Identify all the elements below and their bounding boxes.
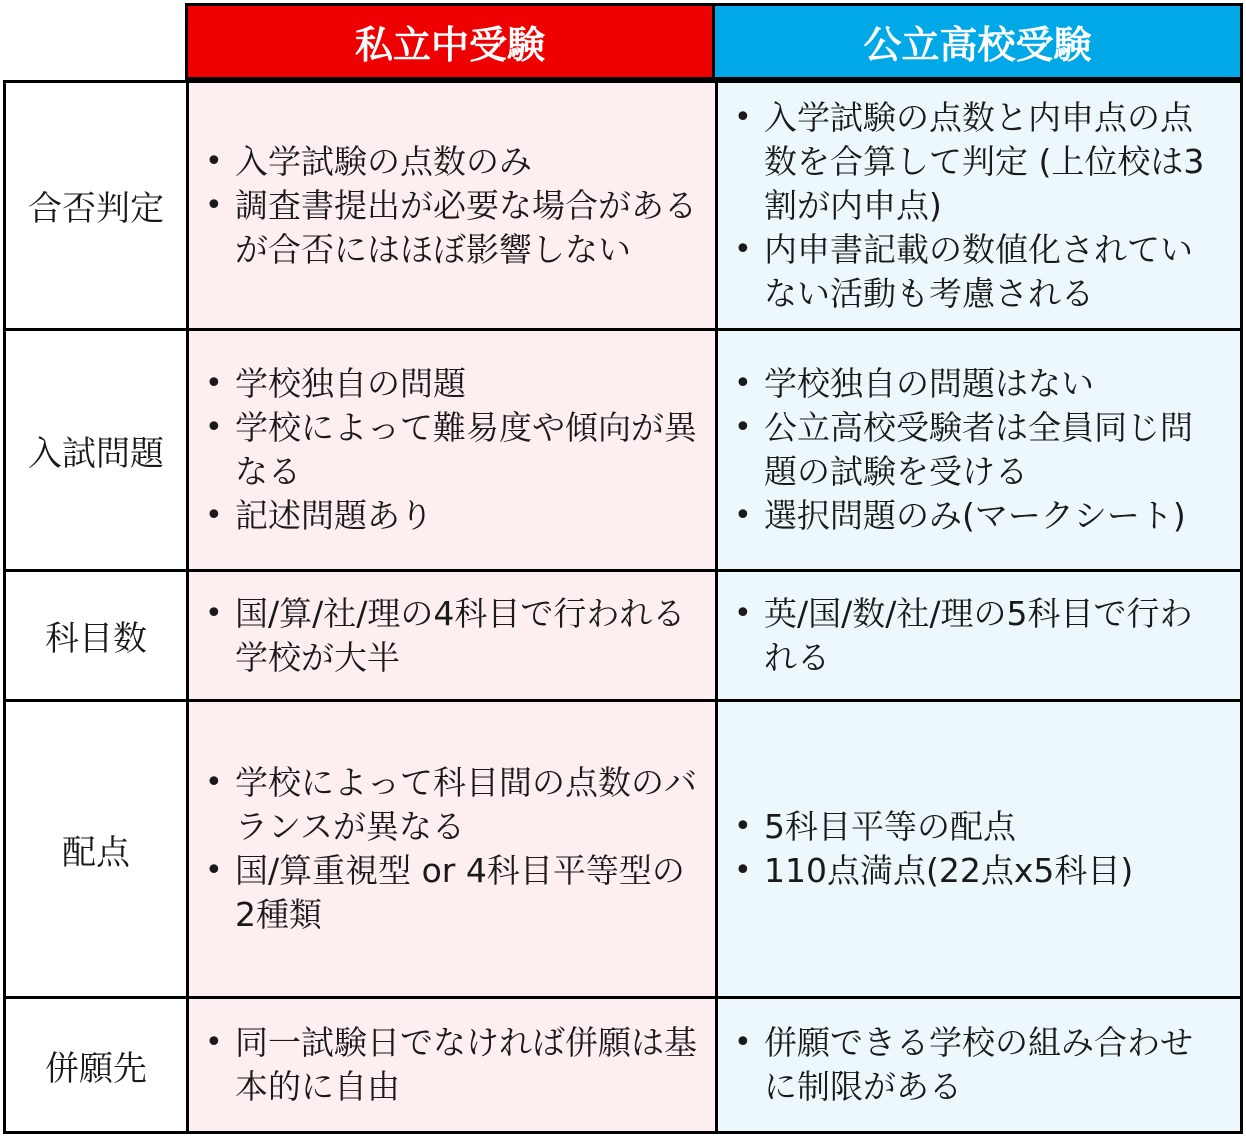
private-subject-count-cell: [189, 572, 715, 699]
comparison-table: [3, 80, 1243, 1134]
list-item: • 入学試験の点数と内申点の点数を合算して判定 (上位校は3割が内申点): [732, 96, 1222, 228]
private-exam-questions-cell: [189, 331, 715, 569]
list-item: • 学校によって科目間の点数のバランスが異なる: [203, 761, 697, 849]
row-label-alternate-schools: 併願先: [6, 999, 186, 1131]
list-item: • 記述問題あり: [203, 494, 697, 538]
public-header: 公立高校受験: [712, 3, 1243, 80]
row-label-exam-questions: 入試問題: [6, 331, 186, 569]
list-item: • 内申書記載の数値化されていない活動も考慮される: [732, 228, 1222, 316]
public-exam-questions-cell: [718, 331, 1240, 569]
list-item: • 英/国/数/社/理の5科目で行われる: [732, 592, 1222, 680]
private-pass-fail-cell: [189, 83, 715, 328]
private-scoring-cell: [189, 702, 715, 996]
public-alternate-schools-cell: [718, 999, 1240, 1131]
list-item: • 併願できる学校の組み合わせに制限がある: [732, 1021, 1222, 1109]
list-item: • 学校独自の問題: [203, 362, 697, 406]
list-item: • 110点満点(22点x5科目): [732, 849, 1133, 893]
list-item: • 選択問題のみ(マークシート): [732, 494, 1222, 538]
private-header: 私立中受験: [185, 3, 715, 80]
list-item: • 調査書提出が必要な場合があるが合否にはほぼ影響しない: [203, 184, 697, 272]
list-item: • 公立高校受験者は全員同じ問題の試験を受ける: [732, 406, 1222, 494]
list-item: • 同一試験日でなければ併願は基本的に自由: [203, 1021, 697, 1109]
public-subject-count-cell: [718, 572, 1240, 699]
private-alternate-schools-cell: [189, 999, 715, 1131]
list-item: • 学校によって難易度や傾向が異なる: [203, 406, 697, 494]
list-item: • 5科目平等の配点: [732, 805, 1133, 849]
list-item: • 国/算重視型 or 4科目平等型の2種類: [203, 849, 697, 937]
list-item: • 学校独自の問題はない: [732, 362, 1222, 406]
list-item: • 入学試験の点数のみ: [203, 140, 697, 184]
row-label-pass-fail: 合否判定: [6, 83, 186, 328]
row-label-scoring: 配点: [6, 702, 186, 996]
list-item: • 国/算/社/理の4科目で行われる学校が大半: [203, 592, 697, 680]
row-label-subject-count: 科目数: [6, 572, 186, 699]
public-scoring-cell: [718, 702, 1240, 996]
public-pass-fail-cell: [718, 83, 1240, 328]
